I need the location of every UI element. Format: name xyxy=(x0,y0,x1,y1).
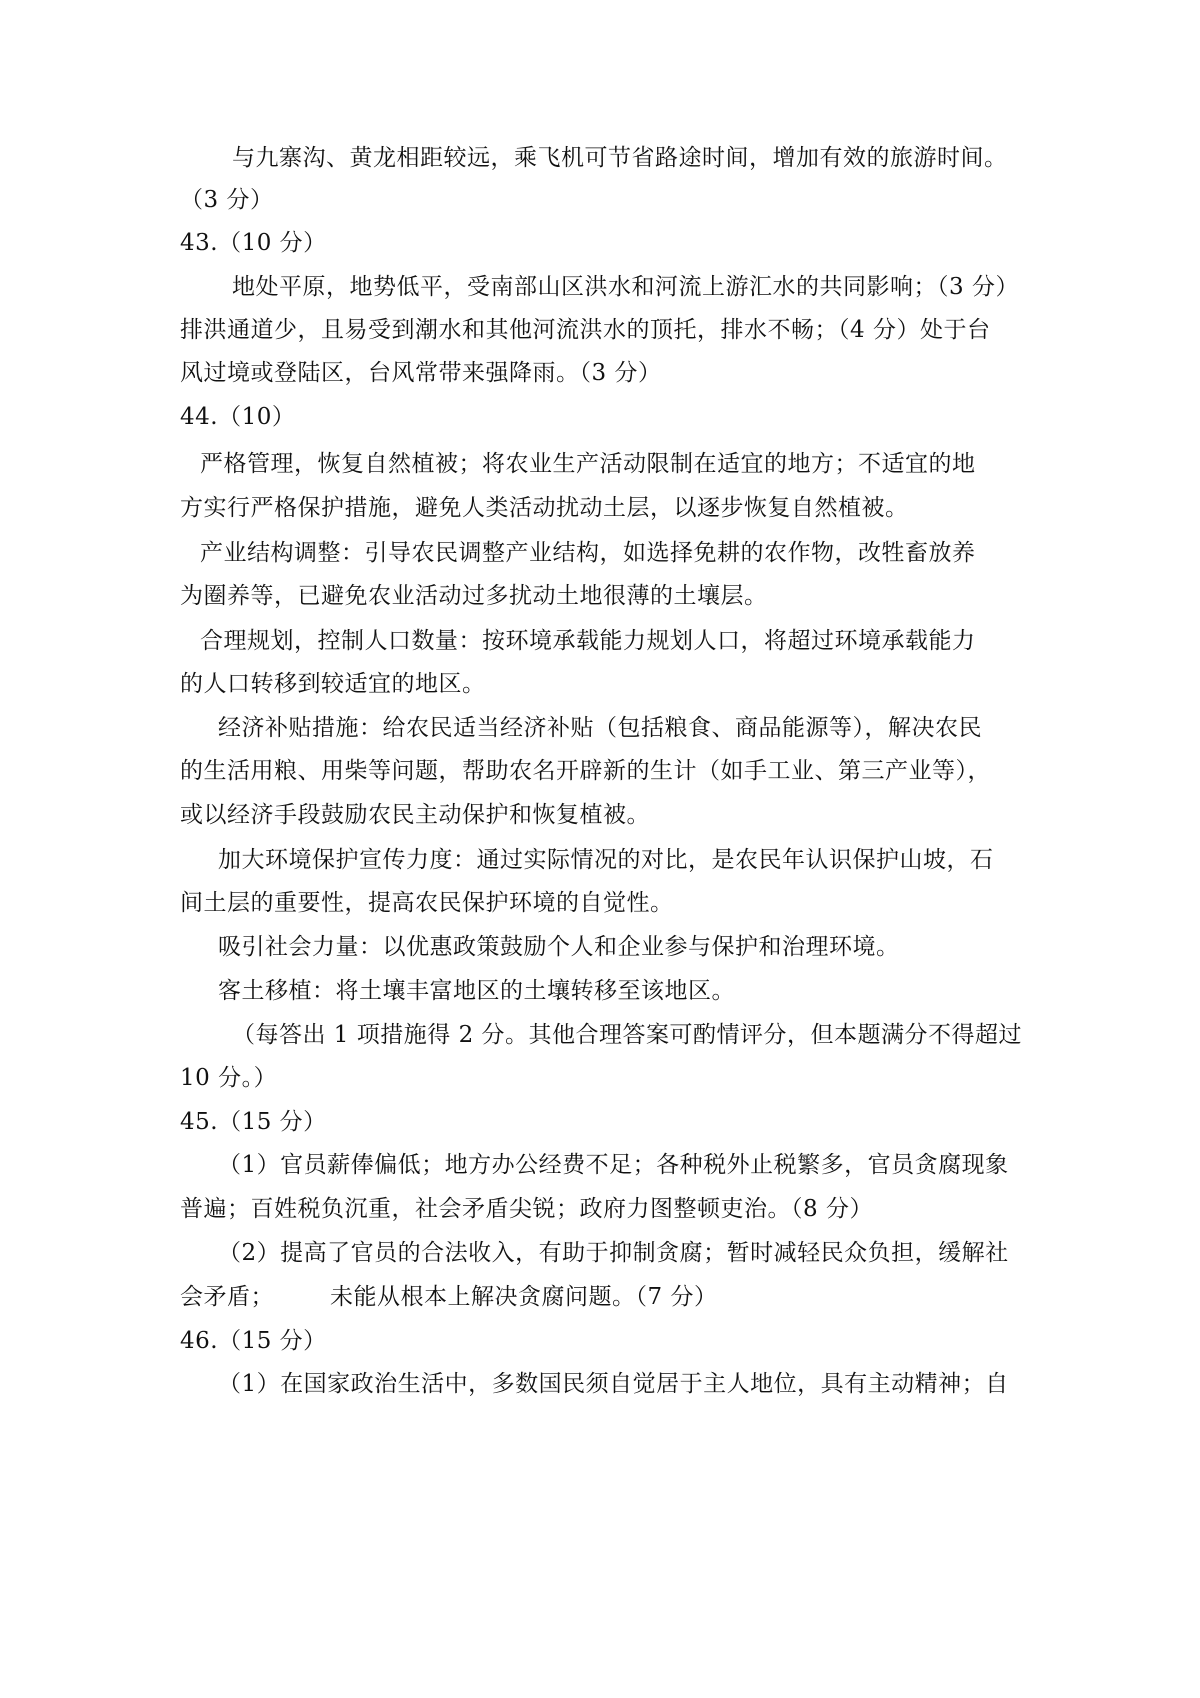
answer-line: 经济补贴措施：给农民适当经济补贴（包括粮食、商品能源等），解决农民 xyxy=(218,715,982,741)
answer-line: 与九寨沟、黄龙相距较远，乘飞机可节省路途时间，增加有效的旅游时间。 xyxy=(232,145,1008,171)
answer-text: 未能从根本上解决贪腐问题。（7 分） xyxy=(330,1284,718,1310)
answer-line: 加大环境保护宣传力度：通过实际情况的对比，是农民年认识保护山坡，石 xyxy=(218,847,994,873)
answer-text: 会矛盾； xyxy=(180,1284,274,1310)
score-note: 10 分。） xyxy=(180,1065,278,1091)
answer-line: （1）官员薪俸偏低；地方办公经费不足；各种税外止税繁多，官员贪腐现象 xyxy=(218,1152,1009,1178)
answer-line: 间土层的重要性，提高农民保护环境的自觉性。 xyxy=(180,890,674,916)
question-45-heading: 45.（15 分） xyxy=(180,1109,327,1135)
score-note: （3 分） xyxy=(180,187,274,213)
answer-line: 吸引社会力量：以优惠政策鼓励个人和企业参与保护和治理环境。 xyxy=(218,934,900,960)
answer-line: 普遍；百姓税负沉重，社会矛盾尖锐；政府力图整顿吏治。（8 分） xyxy=(180,1196,873,1222)
answer-line: 地处平原，地势低平，受南部山区洪水和河流上游汇水的共同影响；（3 分） xyxy=(232,274,1019,300)
answer-line: 为圈养等，已避免农业活动过多扰动土地很薄的土壤层。 xyxy=(180,583,768,609)
score-note: （每答出 1 项措施得 2 分。其他合理答案可酌情评分，但本题满分不得超过 xyxy=(232,1022,1023,1048)
answer-line: 合理规划，控制人口数量：按环境承载能力规划人口，将超过环境承载能力 xyxy=(200,628,976,654)
answer-line: 的人口转移到较适宜的地区。 xyxy=(180,671,486,697)
question-44-heading: 44.（10） xyxy=(180,404,296,430)
answer-line: 客土移植：将土壤丰富地区的土壤转移至该地区。 xyxy=(218,978,735,1004)
answer-line: 风过境或登陆区，台风常带来强降雨。（3 分） xyxy=(180,360,662,386)
answer-line: 排洪通道少，且易受到潮水和其他河流洪水的顶托，排水不畅；（4 分）处于台 xyxy=(180,317,991,343)
answer-line: （1）在国家政治生活中，多数国民须自觉居于主人地位，具有主动精神；自 xyxy=(218,1371,1009,1397)
question-43-heading: 43.（10 分） xyxy=(180,230,327,256)
answer-line: 方实行严格保护措施，避免人类活动扰动土层，以逐步恢复自然植被。 xyxy=(180,495,909,521)
answer-line: 或以经济手段鼓励农民主动保护和恢复植被。 xyxy=(180,802,650,828)
question-46-heading: 46.（15 分） xyxy=(180,1328,327,1354)
answer-line: （2）提高了官员的合法收入，有助于抑制贪腐；暂时减轻民众负担，缓解社 xyxy=(218,1240,1009,1266)
answer-line: 产业结构调整：引导农民调整产业结构，如选择免耕的农作物，改牲畜放养 xyxy=(200,540,976,566)
answer-line xyxy=(180,1282,717,1312)
answer-line: 的生活用粮、用柴等问题，帮助农名开辟新的生计（如手工业、第三产业等）， xyxy=(180,758,991,784)
answer-line: 严格管理，恢复自然植被；将农业生产活动限制在适宜的地方；不适宜的地 xyxy=(200,451,976,477)
